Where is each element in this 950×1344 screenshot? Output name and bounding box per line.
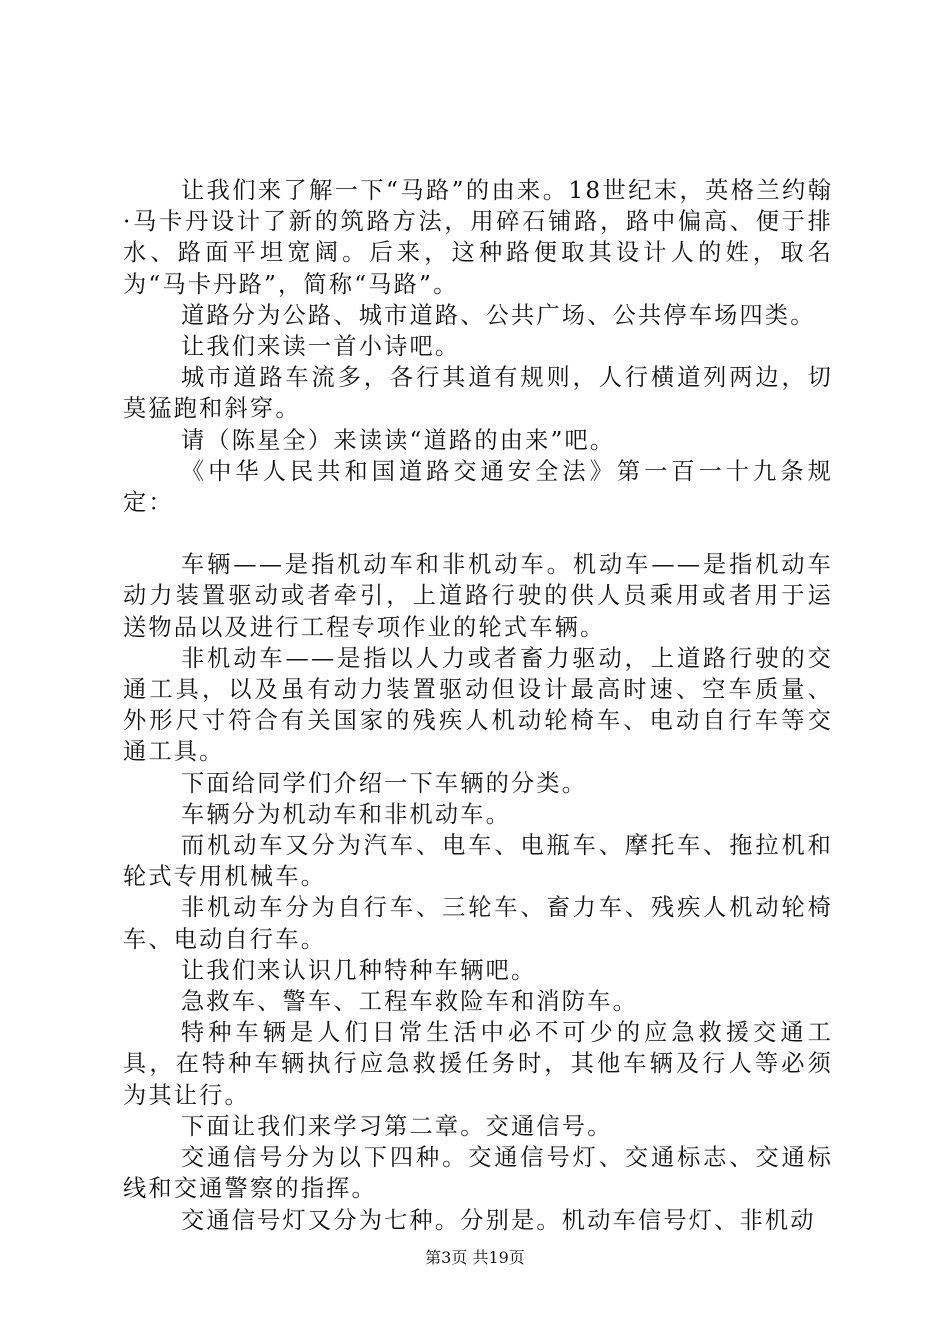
paragraph-reading-request: 请（陈星全）来读读“道路的由来”吧。	[181, 426, 616, 454]
paragraph-motor-types: 而机动车又分为汽车、电车、电瓶车、摩托车、拖拉机和轮式专用机械车。	[123, 832, 833, 891]
paragraph-vehicle-definition: 车辆——是指机动车和非机动车。机动车——是指机动车动力装置驱动或者牵引，上道路行驶的供人员乘用或者用于运送物品以及进行工程专项作业的轮式车辆。	[123, 551, 833, 641]
page-number-footer: 第3页 共19页	[425, 1248, 525, 1267]
paragraph-poem-intro: 让我们来读一首小诗吧。	[181, 333, 461, 361]
document-body	[123, 175, 833, 1236]
paragraph-non-motor-definition: 非机动车——是指以人力或者畜力驱动，上道路行驶的交通工具，以及虽有动力装置驱动但设计最高时速、空车质量、外形尺寸符合有关国家的残疾人机动轮椅车、电动自行车等交通工具。	[123, 644, 833, 766]
paragraph-road-origin: 让我们来了解一下“马路”的由来。18世纪末，英格兰约翰·马卡丹设计了新的筑路方法，用碎石铺路，路中偏高、便于排水、路面平坦宽阔。后来，这种路便取其设计人的姓，取名为“马卡丹路”，简称“马路”。	[123, 177, 833, 298]
paragraph-vehicle-split: 车辆分为机动车和非机动车。	[181, 800, 512, 828]
paragraph-chapter-two: 下面让我们来学习第二章。交通信号。	[181, 1112, 613, 1140]
paragraph-special-list: 急救车、警车、工程车救险车和消防车。	[181, 988, 638, 1016]
paragraph-special-intro: 让我们来认识几种特种车辆吧。	[181, 956, 537, 984]
paragraph-non-motor-types: 非机动车分为自行车、三轮车、畜力车、残疾人机动轮椅车、电动自行车。	[123, 894, 833, 953]
paragraph-law-citation: 《中华人民共和国道路交通安全法》第一百一十九条规定：	[123, 457, 833, 517]
paragraph-classification-intro: 下面给同学们介绍一下车辆的分类。	[181, 769, 588, 797]
paragraph-signal-types: 交通信号分为以下四种。交通信号灯、交通标志、交通标线和交通警察的指挥。	[123, 1144, 833, 1203]
paragraph-poem: 城市道路车流多，各行其道有规则，人行横道列两边，切莫猛跑和斜穿。	[123, 364, 833, 423]
paragraph-road-types: 道路分为公路、城市道路、公共广场、公共停车场四类。	[181, 301, 816, 329]
paragraph-special-right-of-way: 特种车辆是人们日常生活中必不可少的应急救援交通工具，在特种车辆执行应急救援任务时，其他车辆及行人等必须为其让行。	[123, 1019, 833, 1109]
paragraph-signal-lights: 交通信号灯又分为七种。分别是。机动车信号灯、非机动	[181, 1206, 816, 1234]
